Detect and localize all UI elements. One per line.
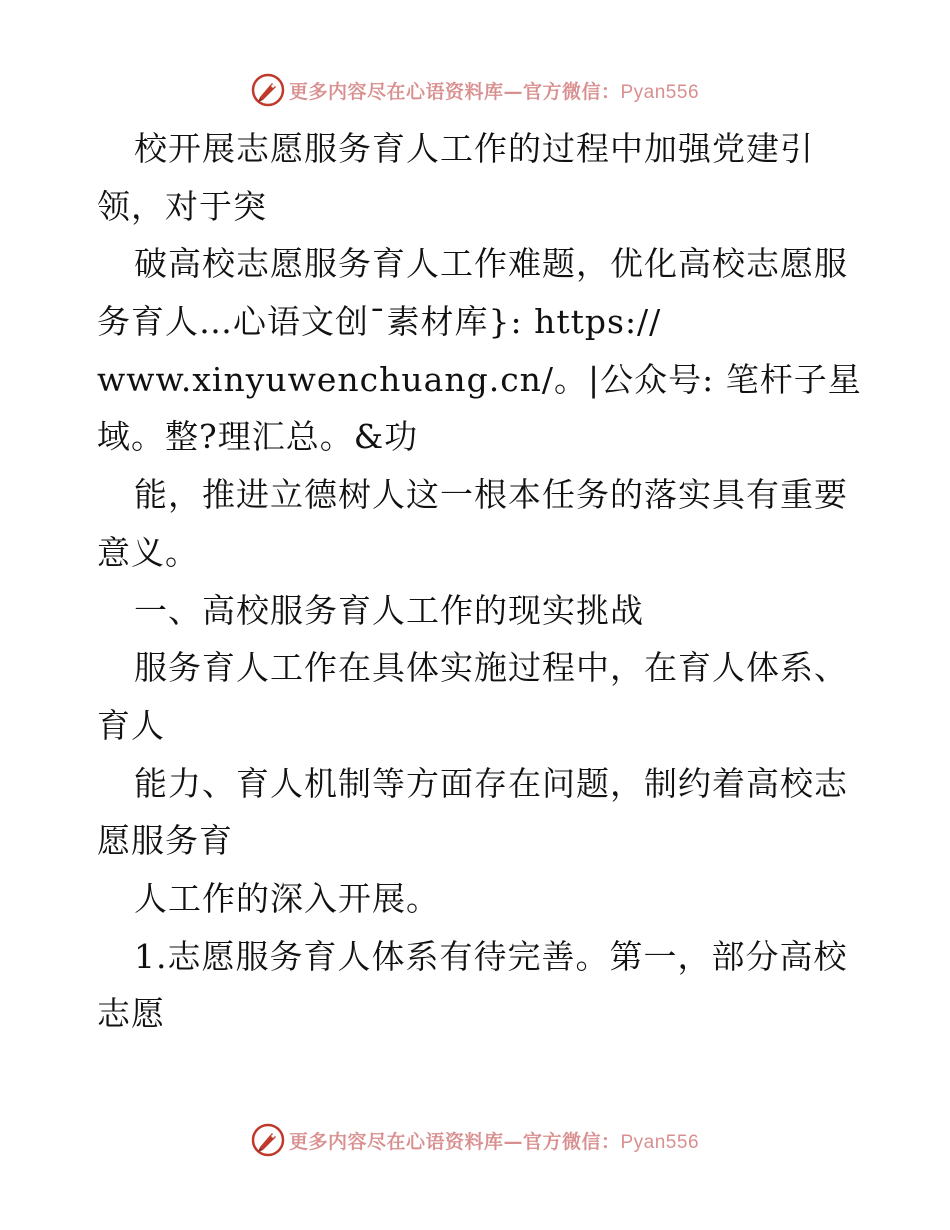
body-text-line: 志愿 — [97, 994, 165, 1034]
header-banner — [0, 70, 950, 110]
body-text-line: 育人 — [97, 705, 165, 745]
document-body — [97, 120, 862, 1043]
footer-banner-text: 更多内容尽在心语资料库—官方微信：Pyan556 — [288, 1130, 700, 1153]
body-text-line: 破高校志愿服务育人工作难题，优化高校志愿服 — [134, 244, 848, 284]
body-text-line: 意义。 — [97, 532, 199, 572]
body-text-line: 域。整?理汇总。&功 — [97, 417, 419, 457]
body-text-line: 1.志愿服务育人体系有待完善。第一，部分高校 — [134, 936, 848, 976]
body-text-line: 务育人…心语文创¯素材库}: https:// — [97, 302, 662, 342]
header-wechat-id: Pyan556 — [620, 81, 700, 103]
body-text-line: 校开展志愿服务育人工作的过程中加强党建引 — [134, 129, 814, 168]
footer-banner — [0, 1120, 950, 1160]
body-text-line: www.xinyuwenchuang.cn/。|公众号: 笔杆子星 — [97, 359, 862, 399]
body-text-line: 一、高校服务育人工作的现实挑战 — [134, 590, 644, 630]
body-text-line: 人工作的深入开展。 — [134, 878, 440, 918]
header-banner-text: 更多内容尽在心语资料库—官方微信：Pyan556 — [288, 80, 700, 103]
body-text-line: 能力、育人机制等方面存在问题，制约着高校志 — [134, 763, 848, 803]
body-text-line: 服务育人工作在具体实施过程中，在育人体系、 — [134, 648, 848, 688]
footer-wechat-id: Pyan556 — [620, 1131, 700, 1153]
body-text-line: 愿服务育 — [97, 821, 233, 861]
pen-nib-logo-icon — [251, 73, 285, 107]
body-text-line: 领，对于突 — [97, 186, 267, 226]
body-text-line: 能，推进立德树人这一根本任务的落实具有重要 — [134, 475, 848, 515]
pen-nib-logo-icon — [251, 1123, 285, 1157]
